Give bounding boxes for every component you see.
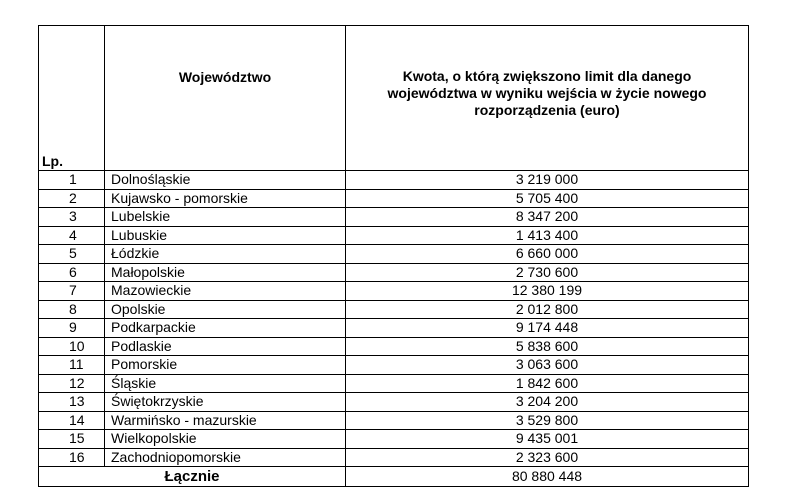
row-lp: 12 [39,374,105,393]
row-kwota: 9 174 448 [346,319,749,338]
row-lp: 5 [39,245,105,264]
row-wojewodztwo: Śląskie [105,374,346,393]
limits-table-container [38,25,749,487]
total-row [39,467,749,487]
row-kwota: 5 705 400 [346,189,749,208]
limits-table [38,25,749,487]
row-kwota: 12 380 199 [346,282,749,301]
header-lp: Lp. [39,26,105,171]
row-lp: 1 [39,171,105,190]
table-row [39,411,749,430]
row-kwota: 3 063 600 [346,356,749,375]
row-lp: 2 [39,189,105,208]
table-row [39,171,749,190]
table-row [39,337,749,356]
row-kwota: 5 838 600 [346,337,749,356]
row-lp: 10 [39,337,105,356]
row-wojewodztwo: Świętokrzyskie [105,393,346,412]
row-wojewodztwo: Dolnośląskie [105,171,346,190]
row-kwota: 1 842 600 [346,374,749,393]
table-row [39,448,749,467]
header-row [39,26,749,171]
row-lp: 16 [39,448,105,467]
row-wojewodztwo: Lubelskie [105,208,346,227]
row-lp: 11 [39,356,105,375]
table-row [39,226,749,245]
row-kwota: 3 204 200 [346,393,749,412]
row-wojewodztwo: Pomorskie [105,356,346,375]
table-row [39,374,749,393]
row-wojewodztwo: Podlaskie [105,337,346,356]
row-wojewodztwo: Mazowieckie [105,282,346,301]
row-wojewodztwo: Podkarpackie [105,319,346,338]
table-row [39,208,749,227]
table-row [39,189,749,208]
table-body [39,171,749,467]
row-kwota: 9 435 001 [346,430,749,449]
row-lp: 4 [39,226,105,245]
row-wojewodztwo: Małopolskie [105,263,346,282]
header-wojewodztwo: Województwo [105,26,346,171]
table-row [39,263,749,282]
table-row [39,300,749,319]
table-row [39,319,749,338]
row-kwota: 2 323 600 [346,448,749,467]
row-kwota: 2 730 600 [346,263,749,282]
table-footer [39,467,749,487]
table-row [39,430,749,449]
row-kwota: 3 529 800 [346,411,749,430]
row-kwota: 2 012 800 [346,300,749,319]
row-wojewodztwo: Lubuskie [105,226,346,245]
row-wojewodztwo: Warmińsko - mazurskie [105,411,346,430]
row-lp: 9 [39,319,105,338]
row-lp: 15 [39,430,105,449]
row-wojewodztwo: Łódzkie [105,245,346,264]
row-wojewodztwo: Zachodniopomorskie [105,448,346,467]
row-lp: 3 [39,208,105,227]
row-lp: 8 [39,300,105,319]
table-row [39,356,749,375]
table-row [39,393,749,412]
row-lp: 13 [39,393,105,412]
row-kwota: 1 413 400 [346,226,749,245]
row-wojewodztwo: Wielkopolskie [105,430,346,449]
row-wojewodztwo: Kujawsko - pomorskie [105,189,346,208]
total-value: 80 880 448 [346,467,749,487]
row-lp: 7 [39,282,105,301]
header-kwota: Kwota, o którą zwiększono limit dla danego województwa w wyniku wejścia w życie nowego rozporządzenia (euro) [346,26,749,171]
row-lp: 6 [39,263,105,282]
table-row [39,245,749,264]
total-label: Łącznie [39,467,346,487]
table-row [39,282,749,301]
table-header [39,26,749,171]
row-lp: 14 [39,411,105,430]
row-kwota: 8 347 200 [346,208,749,227]
row-kwota: 3 219 000 [346,171,749,190]
row-kwota: 6 660 000 [346,245,749,264]
row-wojewodztwo: Opolskie [105,300,346,319]
